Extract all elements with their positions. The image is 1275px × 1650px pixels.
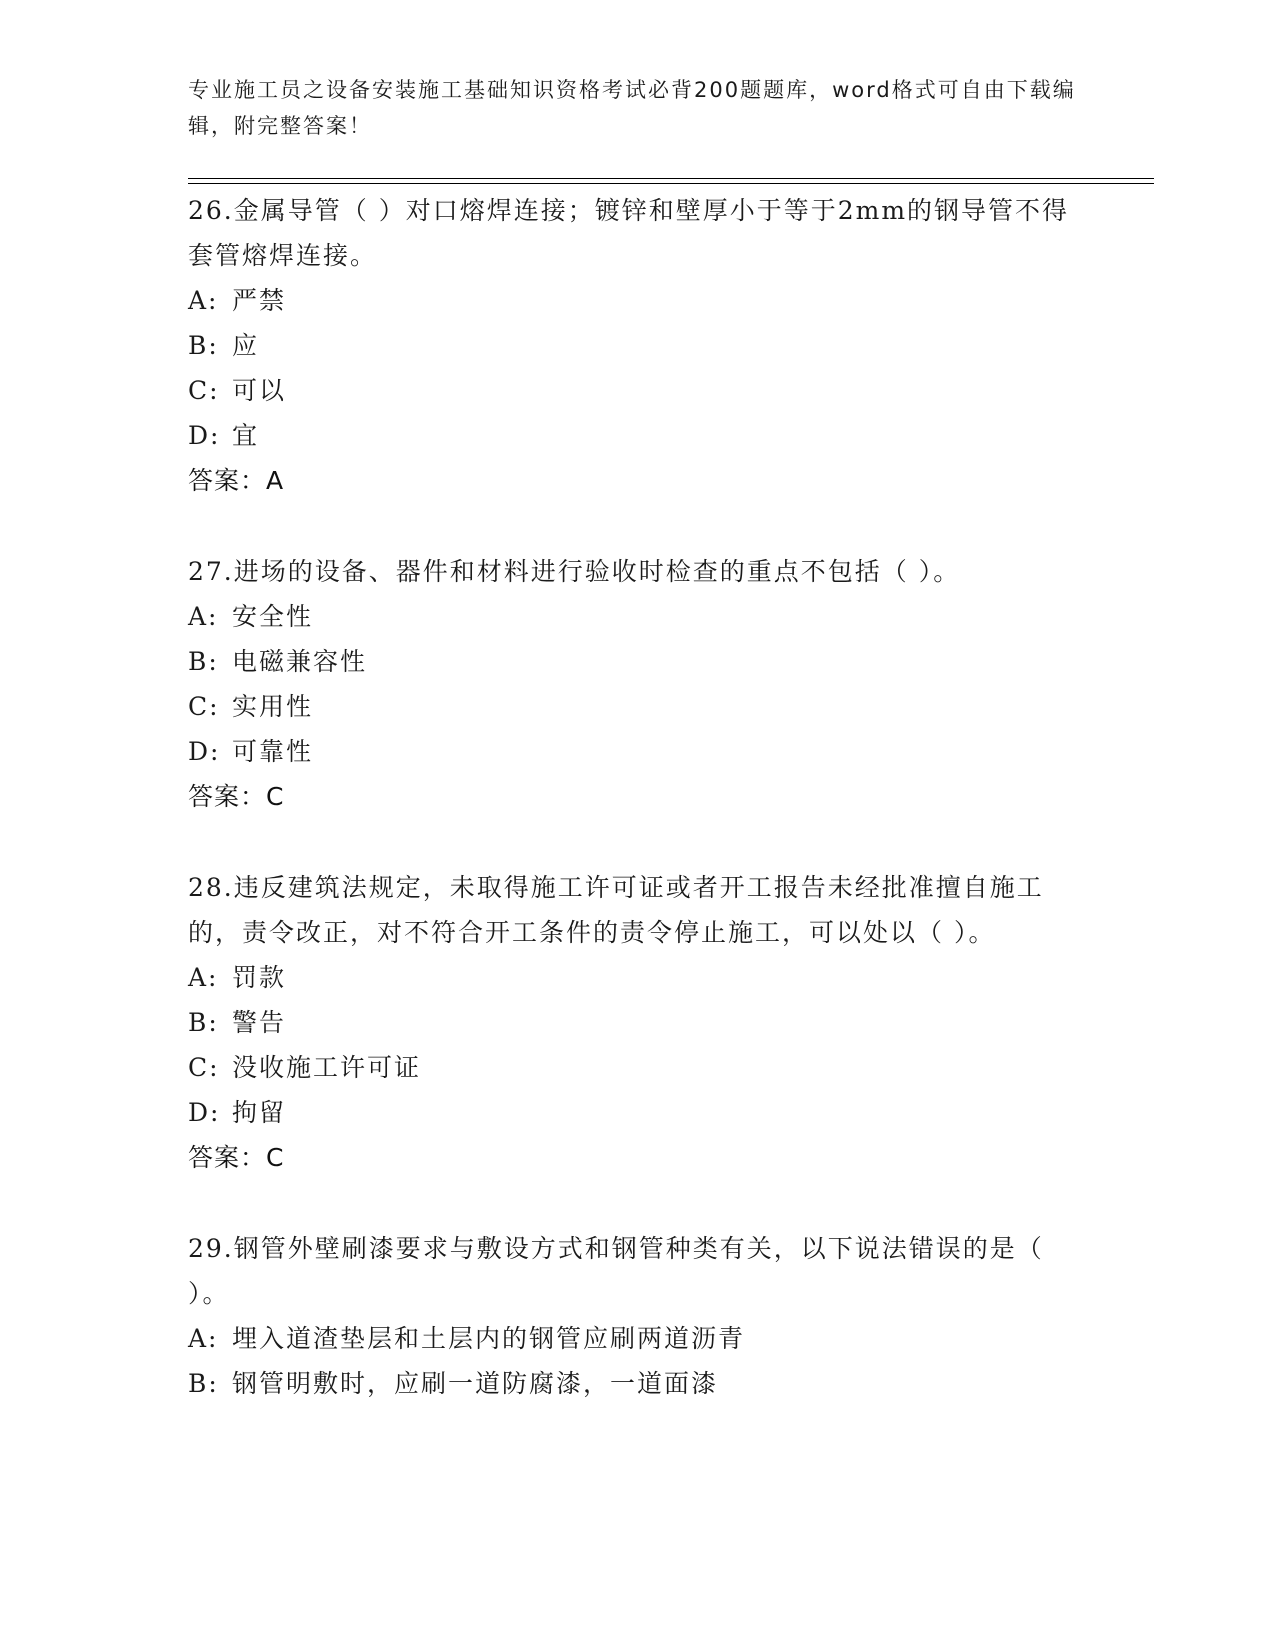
document-header — [188, 72, 1088, 144]
option-text: 可以 — [232, 376, 287, 405]
option-text: 埋入道渣垫层和土层内的钢管应刷两道沥青 — [232, 1324, 746, 1353]
question-27 — [188, 549, 1088, 819]
option-d — [188, 729, 1088, 774]
option-text: 可靠性 — [232, 737, 314, 766]
option-b — [188, 323, 1088, 368]
option-text: 安全性 — [232, 602, 314, 631]
option-text: 宜 — [232, 421, 260, 450]
option-letter: C: — [188, 376, 220, 405]
option-a — [188, 1316, 1088, 1361]
answer: 答案：A — [188, 466, 285, 495]
option-a — [188, 594, 1088, 639]
question-29 — [188, 1226, 1088, 1406]
question-text: 28.违反建筑法规定，未取得施工许可证或者开工报告未经批准擅自施工的，责令改正，对不符合开工条件的责令停止施工，可以处以（ ）。 — [188, 873, 1044, 947]
option-text: 钢管明敷时，应刷一道防腐漆，一道面漆 — [232, 1369, 719, 1398]
option-text: 拘留 — [232, 1098, 287, 1127]
header-title: 专业施工员之设备安装施工基础知识资格考试必背200题题库，word格式可自由下载编辑，附完整答案！ — [188, 78, 1076, 138]
question-text: 26.金属导管（ ）对口熔焊连接；镀锌和壁厚小于等于2mm的钢导管不得套管熔焊连接。 — [188, 196, 1070, 270]
option-b — [188, 1000, 1088, 1045]
option-text: 警告 — [232, 1008, 287, 1037]
option-a — [188, 955, 1088, 1000]
question-26 — [188, 188, 1088, 503]
option-letter: A: — [188, 1324, 219, 1353]
option-letter: C: — [188, 692, 220, 721]
option-text: 电磁兼容性 — [232, 647, 368, 676]
option-text: 严禁 — [232, 286, 287, 315]
option-b — [188, 639, 1088, 684]
option-a — [188, 278, 1088, 323]
option-letter: B: — [188, 1369, 219, 1398]
option-text: 罚款 — [232, 963, 287, 992]
option-letter: B: — [188, 1008, 219, 1037]
option-letter: C: — [188, 1053, 220, 1082]
option-b — [188, 1361, 1088, 1406]
question-text: 27.进场的设备、器件和材料进行验收时检查的重点不包括（ ）。 — [188, 557, 961, 586]
option-text: 应 — [232, 331, 260, 360]
question-list — [188, 188, 1088, 1452]
question-text: 29.钢管外壁刷漆要求与敷设方式和钢管种类有关，以下说法错误的是（ ）。 — [188, 1234, 1044, 1308]
option-letter: A: — [188, 602, 219, 631]
option-c — [188, 684, 1088, 729]
option-letter: B: — [188, 647, 219, 676]
answer: 答案：C — [188, 1143, 285, 1172]
option-text: 没收施工许可证 — [232, 1053, 422, 1082]
option-letter: D: — [188, 421, 221, 450]
header-rule-top — [188, 178, 1154, 179]
question-28 — [188, 865, 1088, 1180]
option-d — [188, 1090, 1088, 1135]
option-c — [188, 368, 1088, 413]
option-letter: D: — [188, 737, 221, 766]
option-letter: D: — [188, 1098, 221, 1127]
answer: 答案：C — [188, 782, 285, 811]
option-text: 实用性 — [232, 692, 314, 721]
option-letter: A: — [188, 286, 219, 315]
option-d — [188, 413, 1088, 458]
option-letter: B: — [188, 331, 219, 360]
option-c — [188, 1045, 1088, 1090]
option-letter: A: — [188, 963, 219, 992]
header-rule-bottom — [188, 183, 1154, 184]
